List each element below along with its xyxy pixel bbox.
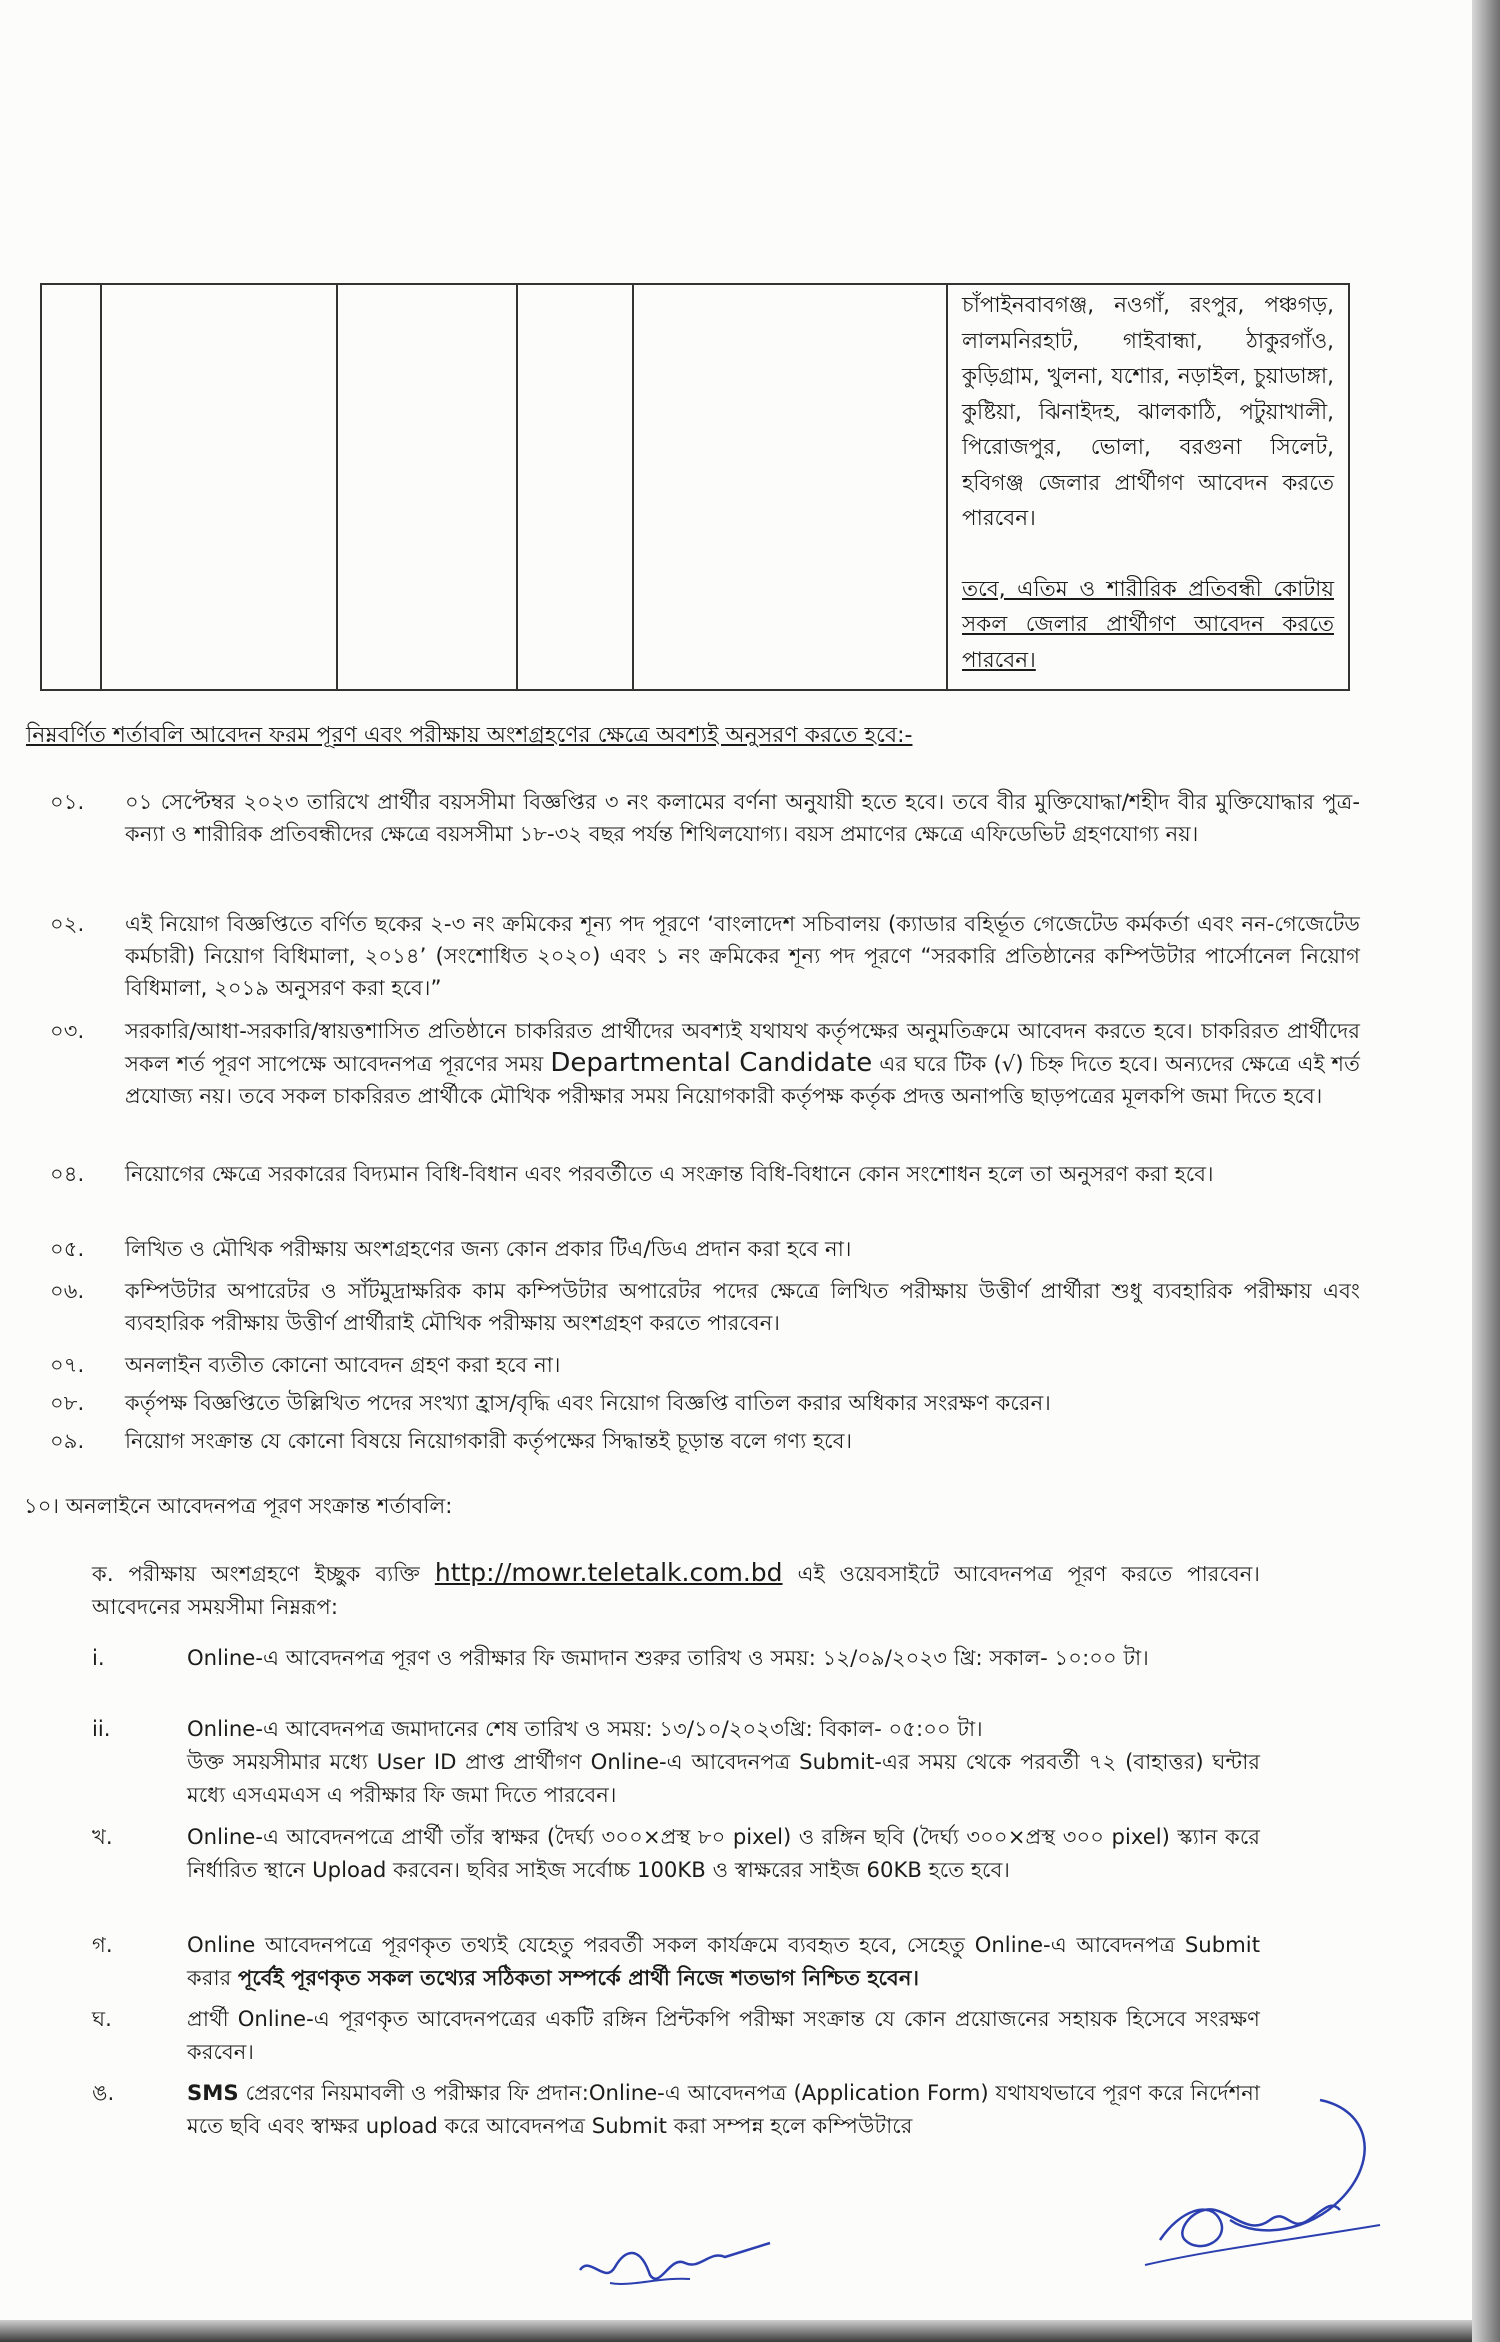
instruction-item	[92, 2076, 1260, 2142]
condition-text: কর্তৃপক্ষ বিজ্ঞপ্তিতে উল্লিখিত পদের সংখ্যা হ্রাস/বৃদ্ধি এবং নিয়োগ বিজ্ঞপ্তি বাতিল করার অধিকার সংরক্ষণ করেন।	[125, 1390, 1051, 1415]
initial-signature	[570, 2215, 780, 2305]
item-text-continued: উক্ত সময়সীমার মধ্যে User ID প্রাপ্ত প্রার্থীগণ Online-এ আবেদনপত্র Submit-এর সময় থেকে পরবর্তী ৭২ (বাহাত্তর) ঘন্টার মধ্যে এসএমএস এ পরীক্ষার ফি জমা দিতে পারবেন।	[187, 1749, 1260, 1807]
condition-number: ০৪.	[50, 1161, 85, 1186]
table-column-divider	[946, 285, 948, 689]
item-number: i.	[92, 1645, 105, 1670]
item-text: প্রার্থী Online-এ পূরণকৃত আবেদনপত্রের একটি রঙ্গিন প্রিন্টকপি পরীক্ষা সংক্রান্ত যে কোন প্রয়োজনের সহায়ক হিসেবে সংরক্ষণ করবেন।	[187, 2006, 1260, 2064]
item-text: Online-এ আবেদনপত্রে প্রার্থী তাঁর স্বাক্ষর (দৈর্ঘ্য ৩০০×প্রস্থ ৮০ pixel) ও রঙ্গিন ছবি (দৈর্ঘ্য ৩০০×প্রস্থ ৩০০ pixel) স্ক্যান করে নির্ধারিত স্থানে Upload করবেন। ছবির সাইজ সর্বোচ্চ 100KB ও স্বাক্ষরের সাইজ 60KB হতে হবে।	[187, 1824, 1260, 1882]
condition-number: ০৫.	[50, 1236, 85, 1261]
scan-edge-shadow	[1472, 0, 1500, 2342]
table-column-divider	[632, 285, 634, 689]
condition-item	[50, 1425, 1360, 1457]
timeline-item	[92, 1712, 1260, 1811]
official-signature	[1140, 2090, 1390, 2280]
condition-number: ০৭.	[50, 1352, 85, 1377]
condition-text: নিয়োগের ক্ষেত্রে সরকারের বিদ্যমান বিধি-বিধান এবং পরবর্তীতে এ সংক্রান্ত বিধি-বিধানে কোন সংশোধন হলে তা অনুসরণ করা হবে।	[125, 1161, 1214, 1186]
condition-text: নিয়োগ সংক্রান্ত যে কোনো বিষয়ে নিয়োগকারী কর্তৃপক্ষের সিদ্ধান্তই চূড়ান্ত বলে গণ্য হবে।	[125, 1428, 853, 1453]
condition-number: ০৯.	[50, 1428, 85, 1453]
item-number: গ.	[92, 1932, 113, 1957]
teletalk-link[interactable]: http://mowr.teletalk.com.bd	[434, 1558, 783, 1587]
condition-item	[50, 1275, 1360, 1339]
condition-text	[125, 1015, 1360, 1113]
scan-edge-shadow	[0, 2320, 1472, 2342]
timeline-item	[92, 1641, 1260, 1674]
instruction-item	[92, 2002, 1260, 2068]
condition-item	[50, 1349, 1360, 1381]
item-text: Online-এ আবেদনপত্র পূরণ ও পরীক্ষার ফি জমাদান শুরুর তারিখ ও সময়: ১২/০৯/২০২৩ খ্রি: সকাল- ১০:০০ টা।	[187, 1645, 1149, 1670]
condition-text-part: সরকারি/আধা-সরকারি/স্বায়ত্তশাসিত প্রতিষ্ঠানে চাকরিরত প্রার্থীদের অবশ্যই যথাযথ কর্তৃপক্ষের অনুমতিক্রমে আবেদন করতে হবে। চাকরিরত প্রার্থীদের সকল শর্ত পূরণ সাপেক্ষে আবেদনপত্র পূরণের সময়	[125, 1018, 1360, 1077]
instruction-item	[92, 1928, 1260, 1994]
table-column-divider	[516, 285, 518, 689]
item-text-bold: SMS	[187, 2080, 239, 2105]
condition-number: ০২.	[50, 911, 85, 936]
condition-text-part: এর ঘরে টিক (√) চিহ্ন দিতে হবে। অন্যদের ক্ষেত্রে এই শর্ত প্রযোজ্য নয়। তবে সকল চাকরিরত প্রার্থীকে মৌখিক পরীক্ষার সময় নিয়োগকারী কর্তৃপক্ষ কর্তৃক প্রদত্ত অনাপত্তি ছাড়পত্রের মূলকপি জমা দিতে হবে।	[125, 1051, 1360, 1109]
table-column-divider	[336, 285, 338, 689]
condition-text: কম্পিউটার অপারেটর ও সাঁটমুদ্রাক্ষরিক কাম কম্পিউটার অপারেটর পদের ক্ষেত্রে লিখিত পরীক্ষায় উত্তীর্ণ প্রার্থীরা শুধু ব্যবহারিক পরীক্ষায় এবং ব্যবহারিক পরীক্ষায় উত্তীর্ণ প্রার্থীরাই মৌখিক পরীক্ষায় অংশগ্রহণ করতে পারবেন।	[125, 1278, 1360, 1336]
conditions-heading: নিম্নবর্ণিত শর্তাবলি আবেদন ফরম পূরণ এবং পরীক্ষায় অংশগ্রহণের ক্ষেত্রে অবশ্যই অনুসরণ করতে হবে:-	[26, 723, 913, 748]
item-text	[187, 1928, 1260, 1994]
section10-ka	[92, 1556, 1260, 1623]
condition-item	[50, 786, 1360, 850]
condition-item	[50, 1158, 1360, 1190]
condition-item	[50, 1015, 1360, 1113]
departmental-candidate-term: Departmental Candidate	[550, 1048, 873, 1079]
condition-number: ০১.	[50, 789, 85, 814]
item-text-part: Online আবেদনপত্রে পূরণকৃত তথ্যই যেহেতু পরবর্তী সকল কার্যক্রমে ব্যবহৃত হবে, সেহেতু Online-এ আবেদনপত্র Submit করার	[187, 1932, 1260, 1990]
item-number: ঘ.	[92, 2006, 112, 2031]
district-list-text: চাঁপাইনবাবগঞ্জ, নওগাঁ, রংপুর, পঞ্চগড়, লালমনিরহাট, গাইবান্ধা, ঠাকুরগাঁও, কুড়িগ্রাম, খুলনা, যশোর, নড়াইল, চুয়াডাঙ্গা, কুষ্টিয়া, ঝিনাইদহ, ঝালকাঠি, পটুয়াখালী, পিরোজপুর, ভোলা, বরগুনা সিলেট, হবিগঞ্জ জেলার প্রার্থীগণ আবেদন করতে পারবেন।	[962, 293, 1334, 531]
condition-item	[50, 1233, 1360, 1265]
district-cell	[962, 288, 1334, 678]
item-number: ঙ.	[92, 2080, 115, 2105]
table-column-divider	[100, 285, 102, 689]
condition-item	[50, 1387, 1360, 1419]
item-number: ii.	[92, 1716, 111, 1741]
condition-text: অনলাইন ব্যতীত কোনো আবেদন গ্রহণ করা হবে না।	[125, 1352, 561, 1377]
condition-text: লিখিত ও মৌখিক পরীক্ষায় অংশগ্রহণের জন্য কোন প্রকার টিএ/ডিএ প্রদান করা হবে না।	[125, 1236, 852, 1261]
section10-title: ১০। অনলাইনে আবেদনপত্র পূরণ সংক্রান্ত শর্তাবলি:	[24, 1493, 453, 1518]
ka-text	[92, 1556, 1260, 1623]
quota-note-text: তবে, এতিম ও শারীরিক প্রতিবন্ধী কোটায় সকল জেলার প্রার্থীগণ আবেদন করতে পারবেন।	[962, 576, 1334, 673]
item-text-part: প্রেরণের নিয়মাবলী ও পরীক্ষার ফি প্রদান:Online-এ আবেদনপত্র (Application Form) যথাযথভাবে পূরণ করে নির্দেশনা মতে ছবি এবং স্বাক্ষর upload করে আবেদনপত্র Submit করা সম্পন্ন হলে কম্পিউটারে	[187, 2080, 1260, 2138]
item-number: খ.	[92, 1824, 113, 1849]
ka-prefix: ক. পরীক্ষায় অংশগ্রহণে ইচ্ছুক ব্যক্তি	[92, 1561, 420, 1586]
condition-text: এই নিয়োগ বিজ্ঞপ্তিতে বর্ণিত ছকের ২-৩ নং ক্রমিকের শূন্য পদ পূরণে ‘বাংলাদেশ সচিবালয় (ক্যাডার বহির্ভূত গেজেটেড কর্মকর্তা এবং নন-গেজেটেড কর্মচারী) নিয়োগ বিধিমালা, ২০১৪’ (সংশোধিত ২০২০) এবং ১ নং ক্রমিকের শূন্য পদ পূরণে “সরকারি প্রতিষ্ঠানের কম্পিউটার পার্সোনেল নিয়োগ বিধিমালা, ২০১৯ অনুসরণ করা হবে।”	[125, 911, 1360, 1001]
ka-suffix: এই ওয়েবসাইটে আবেদনপত্র পূরণ করতে পারবেন। আবেদনের সময়সীমা নিম্নরূপ:	[92, 1561, 1260, 1619]
quota-table	[40, 283, 1350, 691]
condition-item	[50, 908, 1360, 1005]
item-text	[187, 2076, 1260, 2142]
instruction-item	[92, 1820, 1260, 1886]
condition-number: ০৮.	[50, 1390, 85, 1415]
item-text-bold: পূর্বেই পূরণকৃত সকল তথ্যের সঠিকতা সম্পর্কে প্রার্থী নিজে শতভাগ নিশ্চিত হবেন।	[238, 1965, 920, 1990]
condition-number: ০৩.	[50, 1018, 85, 1043]
condition-number: ০৬.	[50, 1278, 85, 1303]
item-text: Online-এ আবেদনপত্র জমাদানের শেষ তারিখ ও সময়: ১৩/১০/২০২৩খ্রি: বিকাল- ০৫:০০ টা।	[187, 1716, 983, 1741]
condition-text: ০১ সেপ্টেম্বর ২০২৩ তারিখে প্রার্থীর বয়সসীমা বিজ্ঞপ্তির ৩ নং কলামের বর্ণনা অনুযায়ী হতে হবে। তবে বীর মুক্তিযোদ্ধা/শহীদ বীর মুক্তিযোদ্ধার পুত্র-কন্যা ও শারীরিক প্রতিবন্ধীদের ক্ষেত্রে বয়সসীমা ১৮-৩২ বছর পর্যন্ত শিথিলযোগ্য। বয়স প্রমাণের ক্ষেত্রে এফিডেভিট গ্রহণযোগ্য নয়।	[125, 789, 1360, 847]
